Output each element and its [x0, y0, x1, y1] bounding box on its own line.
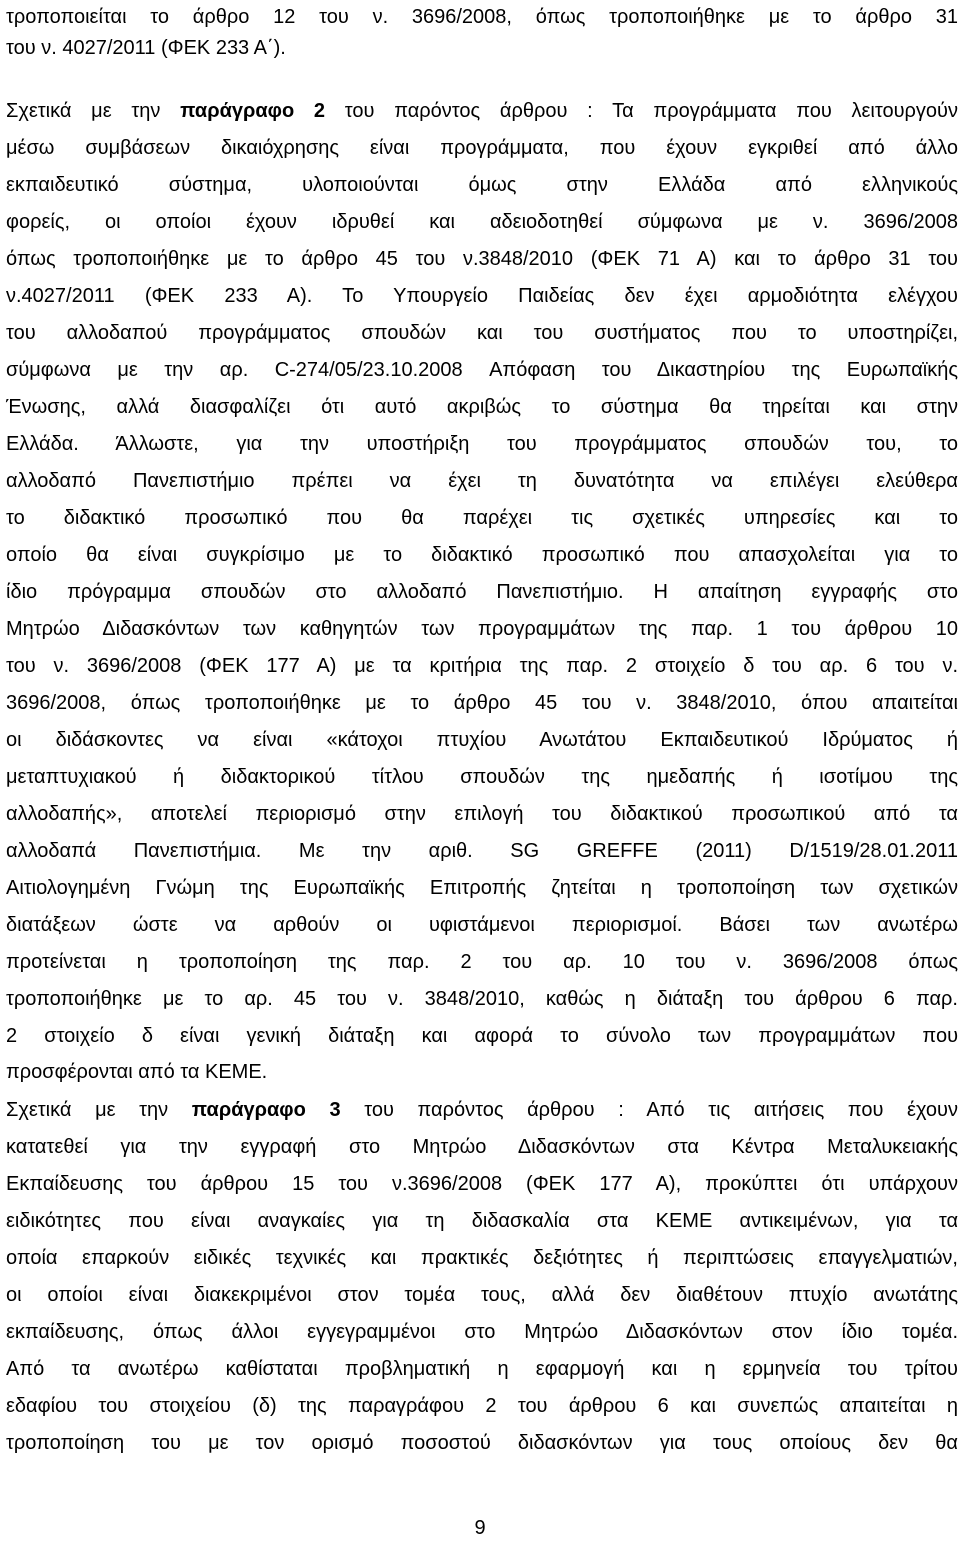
text-run: του ν. 4027/2011 (ΦΕΚ 233 Α΄). [6, 37, 286, 59]
text-run: οποίο θα είναι συγκρίσιμο με το διδακτικό προσωπικό που απασχολείται για το [6, 544, 958, 566]
text-run: όπως τροποποιήθηκε με το άρθρο 45 του ν.3848/2010 (ΦΕΚ 71 Α) και το άρθρο 31 του [6, 248, 958, 270]
text-run: 3696/2008, όπως τροποποιήθηκε με το άρθρο 45 του ν. 3848/2010, όπου απαιτείται [6, 692, 958, 714]
text-run: τροποποιείται το άρθρο 12 του ν. 3696/2008, όπως τροποποιήθηκε με το άρθρο 31 [6, 6, 958, 28]
text-line [6, 431, 958, 457]
text-line [6, 135, 958, 161]
text-line [6, 838, 958, 864]
text-run: αλλοδαπό Πανεπιστήμιο πρέπει να έχει τη δυνατότητα να επιλέγει ελεύθερα [6, 470, 958, 492]
text-run: τροποποιήθηκε με το αρ. 45 του ν. 3848/2010, καθώς η διάταξη του άρθρου 6 παρ. [6, 988, 958, 1010]
text-run: αλλοδαπής», αποτελεί περιορισμό στην επιλογή του διδακτικού προσωπικού από τα [6, 803, 958, 825]
text-run: Σχετικά με την [6, 100, 181, 122]
text-run: Σχετικά με την [6, 1099, 192, 1121]
text-line [6, 1356, 958, 1382]
text-line [6, 801, 958, 827]
text-line [6, 764, 958, 790]
text-line [6, 1245, 958, 1271]
text-run: μέσω συμβάσεων δικαιόχρησης είναι προγράμματα, που έχουν εγκριθεί από άλλο [6, 137, 958, 159]
text-line [6, 468, 958, 494]
text-line [6, 986, 958, 1012]
text-line [6, 949, 958, 975]
bold-text-run: παράγραφο 3 [191, 1099, 341, 1121]
text-line [6, 690, 958, 716]
text-run: τροποποίηση του με τον ορισμό ποσοστού διδασκόντων για τους οποίους δεν θα [6, 1432, 958, 1454]
text-run: εδαφίου του στοιχείου (δ) της παραγράφου 2 του άρθρου 6 και συνεπώς απαιτείται η [6, 1395, 958, 1417]
text-run: ίδιο πρόγραμμα σπουδών στο αλλοδαπό Πανεπιστήμιο. Η απαίτηση εγγραφής στο [6, 581, 958, 603]
text-run: προτείνεται η τροποποίηση της παρ. 2 του αρ. 10 του ν. 3696/2008 όπως [6, 951, 958, 973]
text-run: εκπαιδευτικό σύστημα, υλοποιούνται όμως στην Ελλάδα από ελληνικούς [6, 174, 958, 196]
text-line [6, 912, 958, 938]
text-run: το διδακτικό προσωπικό που θα παρέχει τις σχετικές υπηρεσίες και το [6, 507, 958, 529]
text-run: προσφέρονται από τα ΚΕΜΕ. [6, 1061, 268, 1083]
text-line [6, 98, 958, 124]
text-line [6, 1319, 958, 1345]
bold-text-run: παράγραφο 2 [180, 100, 326, 122]
text-line [6, 1171, 958, 1197]
text-run: του αλλοδαπού προγράμματος σπουδών και του συστήματος που το υποστηρίζει, [6, 322, 958, 344]
text-run: εκπαίδευσης, όπως άλλοι εγγεγραμμένοι στο Μητρώο Διδασκόντων στον ίδιο τομέα. [6, 1321, 958, 1343]
text-run: του παρόντος άρθρου : Τα προγράμματα που λειτουργούν [325, 100, 958, 122]
text-line [6, 727, 958, 753]
text-line [6, 1282, 958, 1308]
text-run: του ν. 3696/2008 (ΦΕΚ 177 Α) με τα κριτήρια της παρ. 2 στοιχείο δ του αρ. 6 του ν. [6, 655, 958, 677]
text-run: Εκπαίδευσης του άρθρου 15 του ν.3696/2008 (ΦΕΚ 177 Α), προκύπτει ότι υπάρχουν [6, 1173, 958, 1195]
text-line [6, 1023, 958, 1049]
text-run: αλλοδαπά Πανεπιστήμια. Με την αριθ. SG GREFFE (2011) D/1519/28.01.2011 [6, 840, 958, 862]
text-run: ειδικότητες που είναι αναγκαίες για τη διδασκαλία στα ΚΕΜΕ αντικειμένων, για τα [6, 1210, 958, 1232]
text-line [6, 35, 958, 61]
text-line [6, 875, 958, 901]
text-line [6, 1208, 958, 1234]
text-run: Μητρώο Διδασκόντων των καθηγητών των προγραμμάτων της παρ. 1 του άρθρου 10 [6, 618, 958, 640]
text-run: φορείς, οι οποίοι έχουν ιδρυθεί και αδειοδοτηθεί σύμφωνα με ν. 3696/2008 [6, 211, 958, 233]
text-line [6, 505, 958, 531]
text-run: 2 στοιχείο δ είναι γενική διάταξη και αφορά το σύνολο των προγραμμάτων που [6, 1025, 958, 1047]
text-line [6, 246, 958, 272]
page-number: 9 [474, 1517, 486, 1539]
text-line [6, 4, 958, 30]
text-line [6, 283, 958, 309]
text-line [6, 1393, 958, 1419]
text-line [6, 653, 958, 679]
text-line [6, 1059, 958, 1085]
text-run: σύμφωνα με την αρ. C-274/05/23.10.2008 Απόφαση του Δικαστηρίου της Ευρωπαϊκής [6, 359, 958, 381]
text-line [6, 579, 958, 605]
text-run: Ένωσης, αλλά διασφαλίζει ότι αυτό ακριβώς το σύστημα θα τηρείται και στην [6, 396, 958, 418]
text-line [6, 1097, 958, 1123]
text-run: διατάξεων ώστε να αρθούν οι υφιστάμενοι περιορισμοί. Βάσει των ανωτέρω [6, 914, 958, 936]
text-run: οι οποίοι είναι διακεκριμένοι στον τομέα τους, αλλά δεν διαθέτουν πτυχίο ανωτάτης [6, 1284, 958, 1306]
text-line [6, 394, 958, 420]
text-line [6, 320, 958, 346]
text-line [6, 172, 958, 198]
text-line [6, 209, 958, 235]
text-run: ν.4027/2011 (ΦΕΚ 233 Α). Το Υπουργείο Παιδείας δεν έχει αρμοδιότητα ελέγχου [6, 285, 958, 307]
text-run: του παρόντος άρθρου : Από τις αιτήσεις που έχουν [340, 1099, 958, 1121]
text-run: κατατεθεί για την εγγραφή στο Μητρώο Διδασκόντων στα Κέντρα Μεταλυκειακής [6, 1136, 958, 1158]
text-run: οι διδάσκοντες να είναι «κάτοχοι πτυχίου Ανωτάτου Εκπαιδευτικού Ιδρύματος ή [6, 729, 958, 751]
text-line [6, 357, 958, 383]
text-run: Ελλάδα. Άλλωστε, για την υποστήριξη του προγράμματος σπουδών του, το [6, 433, 958, 455]
text-run: Από τα ανωτέρω καθίσταται προβληματική η εφαρμογή και η ερμηνεία του τρίτου [6, 1358, 958, 1380]
text-line [6, 616, 958, 642]
text-line [6, 1430, 958, 1456]
text-run: Αιτιολογημένη Γνώμη της Ευρωπαϊκής Επιτροπής ζητείται η τροποποίηση των σχετικών [6, 877, 958, 899]
text-run: μεταπτυχιακού ή διδακτορικού τίτλου σπουδών της ημεδαπής ή ισοτίμου της [6, 766, 958, 788]
text-run: οποία επαρκούν ειδικές τεχνικές και πρακτικές δεξιότητες ή περιπτώσεις επαγγελματιών, [6, 1247, 958, 1269]
text-line [6, 542, 958, 568]
text-line [6, 1134, 958, 1160]
